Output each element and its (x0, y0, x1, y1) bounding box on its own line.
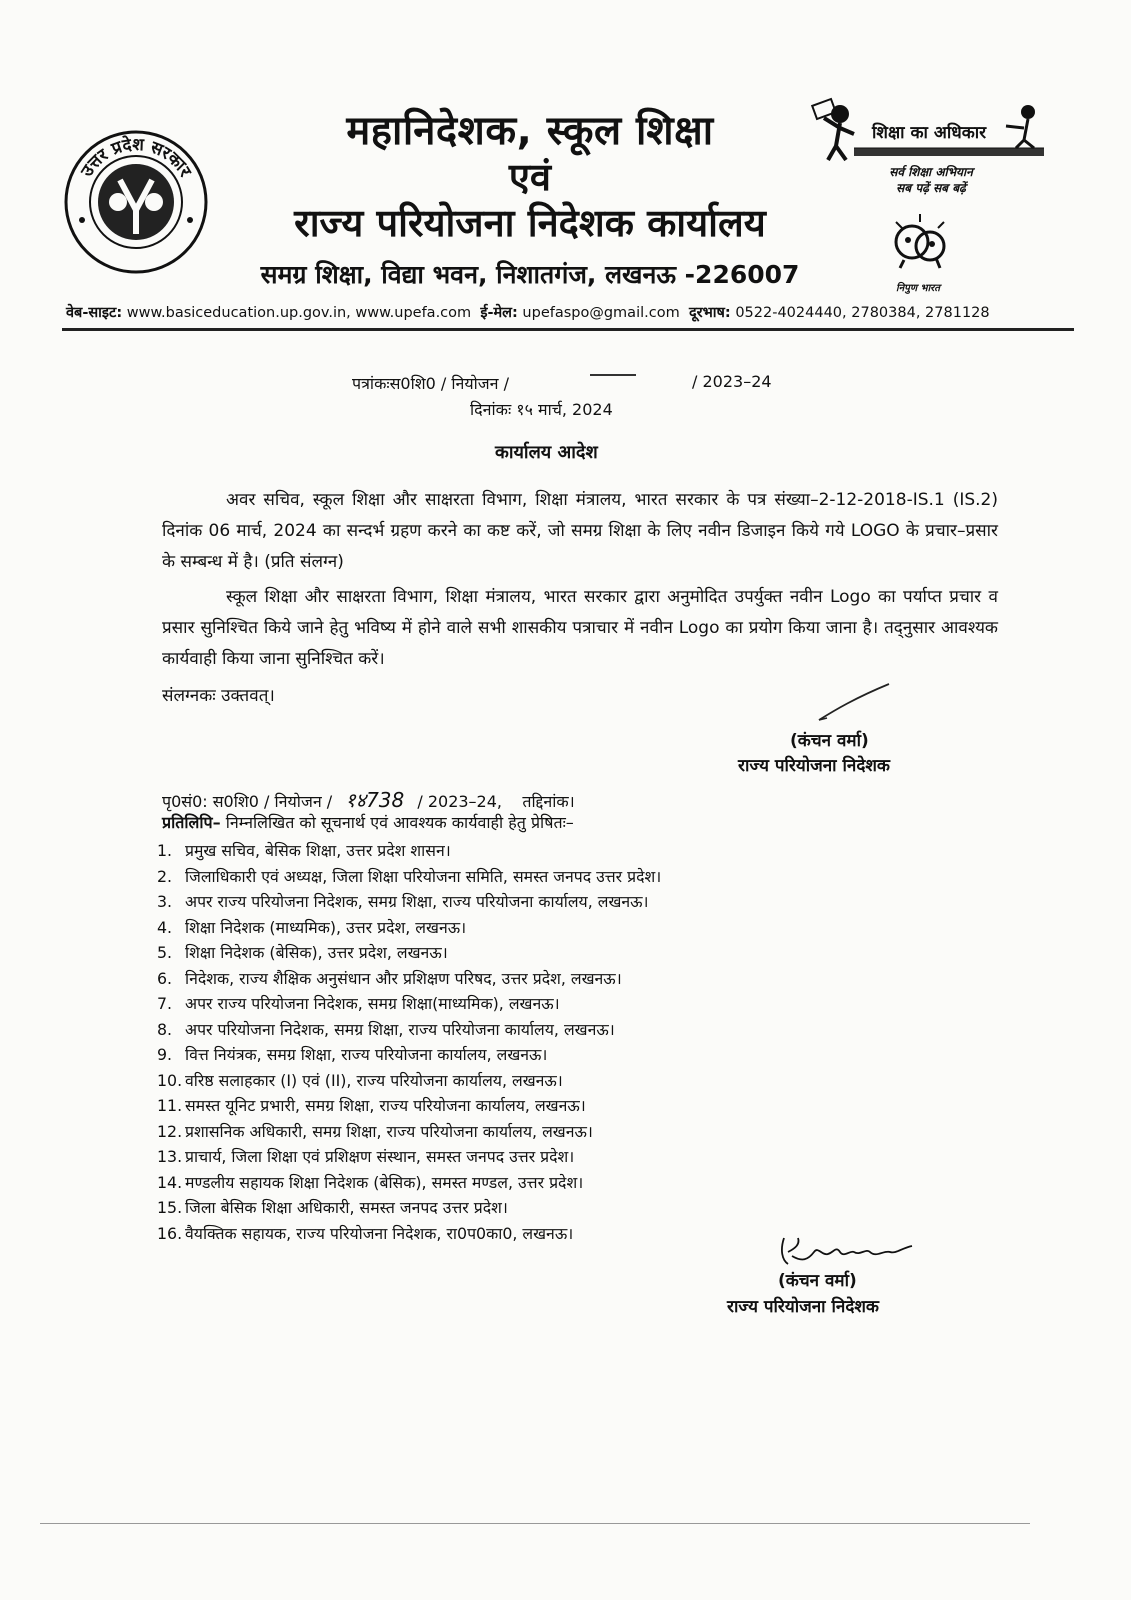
contact-line (66, 302, 1066, 322)
item-number: 13. (157, 1147, 183, 1166)
email[interactable]: upefaspo@gmail.com (522, 305, 680, 321)
list-item (157, 1068, 1037, 1094)
list-item (157, 889, 1037, 915)
item-text: शिक्षा निदेशक (बेसिक), उत्तर प्रदेश, लखनऊ। (185, 943, 448, 962)
email-label: ई-मेल: (480, 305, 518, 321)
list-item (157, 1017, 1037, 1043)
nipun-bharat-logo (886, 210, 952, 270)
header-title-line3: राज्य परियोजना निदेशक कार्यालय (294, 201, 766, 245)
item-number: 11. (157, 1096, 183, 1115)
endorsement-handwritten-number: १४738 (345, 788, 405, 812)
signatory-designation-2: राज्य परियोजना निदेशक (727, 1297, 879, 1317)
item-text: समस्त यूनिट प्रभारी, समग्र शिक्षा, राज्य परियोजना कार्यालय, लखनऊ। (185, 1096, 586, 1115)
paragraph-2: स्कूल शिक्षा और साक्षरता विभाग, शिक्षा मंत्रालय, भारत सरकार द्वारा अनुमोदित उपर्युक्त नवीन Logo का पर्याप्त प्रचार व प्रसार सुनिश्चित किये जाने हेतु भविष्य में होने वाले सभी शासकीय पत्राचार में नवीन Logo का प्रयोग किया जाना है। तद्नुसार आवश्यक कार्यवाही किया जाना सुनिश्चित करें। (162, 587, 998, 669)
item-number: 3. (157, 892, 173, 911)
item-number: 5. (157, 943, 173, 962)
signature-initial-mark (815, 680, 895, 725)
item-text: अपर परियोजना निदेशक, समग्र शिक्षा, राज्य परियोजना कार्यालय, लखनऊ। (185, 1019, 615, 1039)
item-text: अपर राज्य परियोजना निदेशक, समग्र शिक्षा, राज्य परियोजना कार्यालय, लखनऊ। (185, 892, 649, 911)
copy-to-text: निम्नलिखित को सूचनार्थ एवं आवश्यक कार्यवाही हेतु प्रेषितः– (225, 813, 574, 832)
signatory-name-2: (कंचन वर्मा) (778, 1271, 857, 1291)
item-number: 16. (157, 1223, 183, 1243)
item-number: 15. (157, 1198, 183, 1217)
list-item (157, 940, 1037, 966)
copy-to-heading (162, 811, 574, 833)
letter-year: / 2023–24 (692, 372, 772, 391)
list-item (157, 1042, 1037, 1068)
up-logo-text: उत्तर प्रदेश सरकार (77, 134, 195, 181)
item-number: 7. (157, 994, 173, 1013)
phone-label: दूरभाष: (688, 305, 731, 321)
item-number: 12. (157, 1121, 183, 1141)
header-divider (62, 328, 1074, 331)
nipun-label: निपुण भारत (896, 283, 940, 294)
item-number: 10. (157, 1070, 183, 1090)
item-number: 2. (157, 866, 173, 886)
letter-number (352, 372, 772, 394)
up-government-logo (62, 128, 210, 276)
letter-date: दिनांकः १५ मार्च, 2024 (470, 400, 613, 419)
item-text: शिक्षा निदेशक (माध्यमिक), उत्तर प्रदेश, लखनऊ। (185, 917, 467, 937)
web-label: वेब-साइट: (66, 305, 123, 321)
item-text: वैयक्तिक सहायक, राज्य परियोजना निदेशक, रा0प0का0, लखनऊ। (185, 1223, 574, 1243)
signatory-designation-1: राज्य परियोजना निदेशक (738, 756, 890, 776)
item-text: अपर राज्य परियोजना निदेशक, समग्र शिक्षा(माध्यमिक), लखनऊ। (185, 994, 560, 1013)
endorsement-prefix: पृ0सं0: स0शि0 / नियोजन / (162, 792, 333, 811)
enclosure: संलग्नकः उक्तवत्। (162, 686, 275, 706)
letter-number-text: पत्रांकःस0शि0 / नियोजन / (352, 374, 510, 393)
footer-line (40, 1523, 1030, 1524)
list-item (157, 1093, 1037, 1119)
websites[interactable]: www.basiceducation.up.gov.in, www.upefa.com (126, 305, 472, 321)
ssa-name-text: सर्व शिक्षा अभियान (889, 165, 973, 179)
item-number: 6. (157, 968, 173, 988)
item-text: वरिष्ठ सलाहकार (I) एवं (II), राज्य परियोजना कार्यालय, लखनऊ। (185, 1070, 563, 1090)
copy-to-list (157, 838, 1037, 1246)
item-text: वित्त नियंत्रक, समग्र शिक्षा, राज्य परियोजना कार्यालय, लखनऊ। (185, 1045, 548, 1064)
list-item (157, 1170, 1037, 1196)
order-title: कार्यालय आदेश (495, 442, 598, 463)
list-item (157, 838, 1037, 864)
list-item (157, 864, 1037, 890)
header-title-line1: महानिदेशक, स्कूल शिक्षा (346, 108, 714, 154)
header-title-line2: एवं (508, 155, 552, 199)
list-item (157, 966, 1037, 992)
handwritten-signature (778, 1230, 918, 1270)
header-address: समग्र शिक्षा, विद्या भवन, निशातगंज, लखनऊ -226007 (260, 260, 800, 289)
list-item (157, 1119, 1037, 1145)
endorsement-year: / 2023–24, (417, 792, 502, 811)
item-text: प्रशासनिक अधिकारी, समग्र शिक्षा, राज्य परियोजना कार्यालय, लखनऊ। (185, 1121, 593, 1141)
letter-number-blank (590, 374, 636, 376)
item-text: प्राचार्य, जिला शिक्षा एवं प्रशिक्षण संस्थान, समस्त जनपद उत्तर प्रदेश। (185, 1147, 575, 1166)
item-text: निदेशक, राज्य शैक्षिक अनुसंधान और प्रशिक्षण परिषद, उत्तर प्रदेश, लखनऊ। (185, 968, 622, 988)
signatory-name-1: (कंचन वर्मा) (790, 731, 869, 751)
ssa-title: शिक्षा का अधिकार (872, 123, 987, 143)
list-item (157, 1195, 1037, 1221)
item-number: 9. (157, 1045, 173, 1064)
list-item (157, 991, 1037, 1017)
endorsement-number (162, 786, 575, 813)
list-item (157, 915, 1037, 941)
ssa-name (872, 164, 990, 196)
list-item (157, 1144, 1037, 1170)
item-text: जिला बेसिक शिक्षा अधिकारी, समस्त जनपद उत्तर प्रदेश। (185, 1198, 508, 1217)
paragraph-1: अवर सचिव, स्कूल शिक्षा और साक्षरता विभाग, शिक्षा मंत्रालय, भारत सरकार के पत्र संख्या–2-12-2018-IS.1 (IS.2) दिनांक 06 मार्च, 2024 का सन्दर्भ ग्रहण करने का कष्ट करें, जो समग्र शिक्षा के लिए नवीन डिजाइन किये गये LOGO के प्रचार–प्रसार के सम्बन्ध में है। (प्रति संलग्न) (162, 490, 998, 572)
item-number: 4. (157, 917, 173, 937)
endorsement-date: तद्दिनांक। (522, 792, 575, 811)
item-text: जिलाधिकारी एवं अध्यक्ष, जिला शिक्षा परियोजना समिति, समस्त जनपद उत्तर प्रदेश। (185, 866, 662, 886)
ssa-slogan: सब पढ़ें सब बढ़ें (896, 181, 966, 195)
item-number: 8. (157, 1019, 173, 1039)
item-number: 14. (157, 1172, 183, 1192)
item-text: प्रमुख सचिव, बेसिक शिक्षा, उत्तर प्रदेश शासन। (185, 841, 451, 860)
phones: 0522-4024440, 2780384, 2781128 (735, 305, 990, 321)
item-number: 1. (157, 841, 173, 860)
copy-to-label: प्रतिलिपि– (162, 813, 221, 832)
item-text: मण्डलीय सहायक शिक्षा निदेशक (बेसिक), समस्त मण्डल, उत्तर प्रदेश। (185, 1172, 584, 1192)
